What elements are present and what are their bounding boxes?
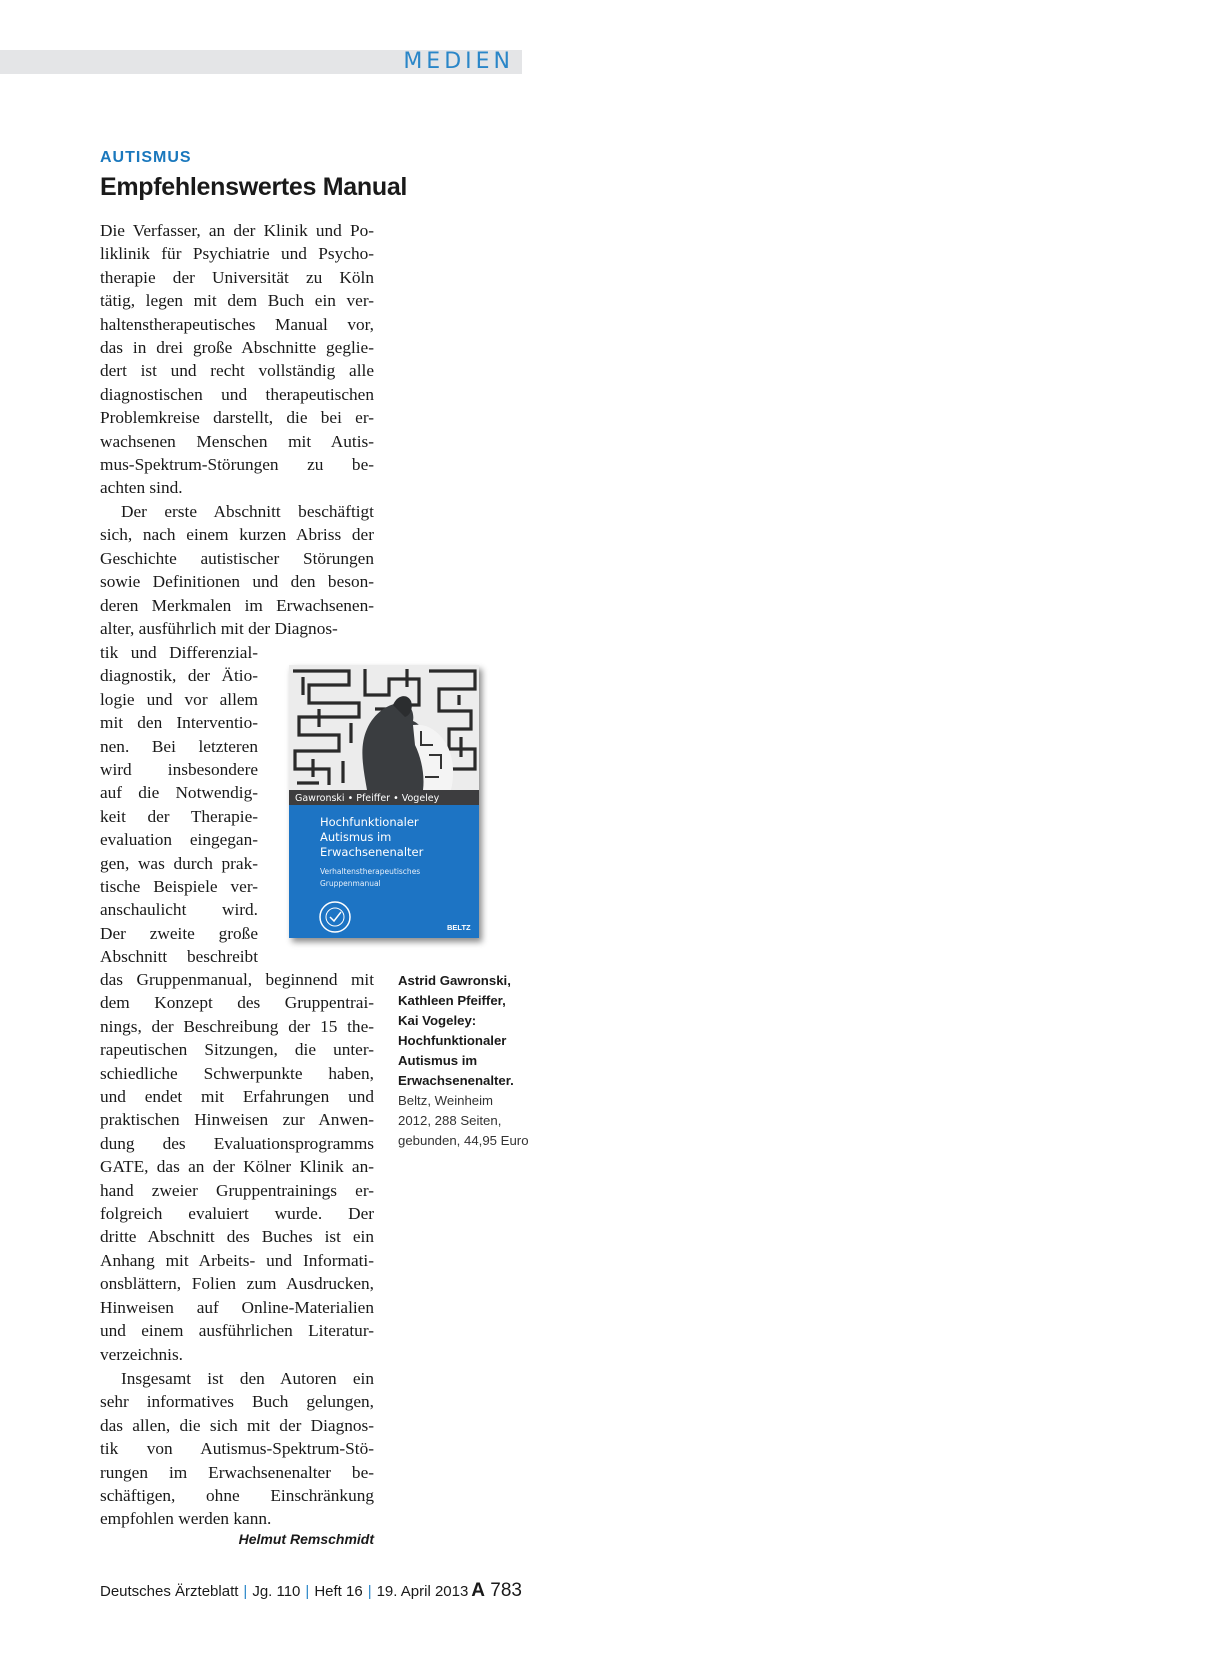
text-line: Anhang mit Arbeits- und Informati- xyxy=(100,1250,374,1270)
page-footer xyxy=(100,1580,522,1602)
text-line: nings, der Beschreibung der 15 the- xyxy=(100,1016,374,1036)
text-line: tik und Differenzial- xyxy=(100,643,258,662)
section-header-bar xyxy=(0,50,522,74)
cover-title-line: Autismus im xyxy=(320,830,392,844)
text-line: das Gruppenmanual, beginnend mit xyxy=(100,970,374,989)
caption-bold-line: Kathleen Pfeiffer, xyxy=(398,993,506,1008)
text-line: sich, nach einem kurzen Abriss der xyxy=(100,525,374,545)
text-line: schiedliche Schwerpunkte haben, xyxy=(100,1063,374,1083)
book-caption xyxy=(398,971,538,1151)
text-line: gen, was durch prak- xyxy=(100,853,258,873)
article-kicker: AUTISMUS xyxy=(100,149,192,166)
text-line: folgreich evaluiert wurde. Der xyxy=(100,1204,374,1224)
text-line: sehr informatives Buch gelungen, xyxy=(100,1392,374,1412)
article-headline: Empfehlenswertes Manual xyxy=(100,173,408,201)
paragraph-3 xyxy=(100,1367,374,1531)
text-line: rapeutischen Sitzungen, die unter- xyxy=(100,1040,374,1060)
cover-publisher: BELTZ xyxy=(447,923,471,932)
text-line: diagnostischen und therapeutischen xyxy=(100,384,374,404)
caption-bold-line: Kai Vogeley: xyxy=(398,1013,477,1028)
text-line: deren Merkmalen im Erwachsenen- xyxy=(100,595,374,615)
text-line: und einem ausführlichen Literatur- xyxy=(100,1321,374,1341)
footer-issue: Heft 16 xyxy=(314,1583,363,1600)
footer-separator: | xyxy=(243,1583,248,1600)
text-line: Der zweite große xyxy=(100,923,258,943)
text-line: wachsenen Menschen mit Autis- xyxy=(100,431,374,451)
text-line: tische Beispiele ver- xyxy=(100,877,258,897)
text-line: anschaulicht wird. xyxy=(100,900,258,920)
caption-bold-line: Autismus im xyxy=(398,1053,478,1068)
text-line: keit der Therapie- xyxy=(100,806,258,826)
footer-separator: | xyxy=(305,1583,310,1600)
text-line: Insgesamt ist den Autoren ein xyxy=(121,1369,374,1388)
text-line: das in drei große Abschnitte geglie- xyxy=(100,338,374,358)
paragraph-2-wide xyxy=(100,500,374,640)
cover-subtitle-line: Gruppenmanual xyxy=(320,879,381,888)
text-line: dert ist und recht vollständig alle xyxy=(100,361,374,381)
text-line: Der erste Abschnitt beschäftigt xyxy=(121,502,374,521)
text-line: mus-Spektrum-Störungen zu be- xyxy=(100,455,374,475)
text-line: Abschnitt beschreibt xyxy=(100,947,258,967)
page-number-value: 783 xyxy=(490,1580,522,1601)
text-line: verzeichnis. xyxy=(100,1344,184,1364)
text-line: GATE, das an der Kölner Klinik an- xyxy=(100,1157,374,1177)
text-line: schäftigen, ohne Einschränkung xyxy=(100,1486,374,1506)
text-line: empfohlen werden kann. xyxy=(100,1509,272,1529)
text-line: hand zweier Gruppentrainings er- xyxy=(100,1180,374,1200)
text-line: nen. Bei letzteren xyxy=(100,736,258,756)
cover-subtitle-line: Verhaltenstherapeutisches xyxy=(320,867,421,876)
text-line: onsblättern, Folien zum Ausdrucken, xyxy=(100,1274,374,1294)
text-line: das allen, die sich mit der Diagnos- xyxy=(100,1415,374,1435)
paragraph-2-narrow xyxy=(100,641,258,969)
page-number xyxy=(471,1580,522,1602)
caption-bold-line: Hochfunktionaler xyxy=(398,1033,507,1048)
text-line: Die Verfasser, an der Klinik und Po- xyxy=(100,221,374,240)
footer-separator: | xyxy=(367,1583,372,1600)
text-line: Problemkreise darstellt, die bei er- xyxy=(100,408,374,428)
text-line: praktischen Hinweisen zur Anwen- xyxy=(100,1110,374,1130)
section-label: MEDIEN xyxy=(403,49,514,74)
text-line: logie und vor allem xyxy=(100,689,258,709)
text-line: liklinik für Psychiatrie und Psycho- xyxy=(100,244,374,264)
cover-title-line: Erwachsenenalter xyxy=(320,845,424,859)
text-line: sowie Definitionen und den beson- xyxy=(100,572,374,592)
text-line: Geschichte autistischer Störungen xyxy=(100,548,374,568)
footer-journal: Deutsches Ärzteblatt xyxy=(100,1583,239,1600)
text-line: auf die Notwendig- xyxy=(100,783,258,803)
cover-authors: Gawronski • Pfeiffer • Vogeley xyxy=(295,793,440,804)
text-line: haltenstherapeutisches Manual vor, xyxy=(100,314,374,334)
text-line: therapie der Universität zu Köln xyxy=(100,267,374,287)
page-prefix: A xyxy=(471,1580,486,1601)
text-line: dung des Evaluationsprogramms xyxy=(100,1133,374,1153)
text-line: dritte Abschnitt des Buches ist ein xyxy=(100,1227,374,1247)
caption-bold-line: Astrid Gawronski, xyxy=(398,973,511,988)
caption-line: 2012, 288 Seiten, xyxy=(398,1113,502,1128)
author-signature: Helmut Remschmidt xyxy=(238,1531,374,1547)
text-line: diagnostik, der Ätio- xyxy=(100,666,258,686)
text-line: dem Konzept des Gruppentrai- xyxy=(100,993,374,1013)
text-line: und endet mit Erfahrungen und xyxy=(100,1087,374,1107)
text-line: rungen im Erwachsenenalter be- xyxy=(100,1462,374,1482)
footer-date: 19. April 2013 xyxy=(376,1583,469,1600)
cover-title-line: Hochfunktionaler xyxy=(320,815,419,829)
text-line: mit den Interventio- xyxy=(100,713,258,733)
text-line: achten sind. xyxy=(100,478,183,498)
caption-bold-line: Erwachsenenalter. xyxy=(398,1073,514,1088)
caption-line: gebunden, 44,95 Euro xyxy=(398,1133,529,1148)
book-cover xyxy=(289,665,479,938)
text-line: Hinweisen auf Online-Materialien xyxy=(100,1297,374,1317)
caption-line: Beltz, Weinheim xyxy=(398,1093,494,1108)
text-line: alter, ausführlich mit der Diagnos- xyxy=(100,619,338,639)
maze-pattern-image xyxy=(289,665,479,790)
text-line: tik von Autismus-Spektrum-Stö- xyxy=(100,1439,374,1459)
paragraph-1 xyxy=(100,219,374,500)
paragraph-2-rest xyxy=(100,968,374,1366)
footer-volume: Jg. 110 xyxy=(252,1583,301,1600)
text-line: tätig, legen mit dem Buch ein ver- xyxy=(100,291,374,311)
text-line: wird insbesondere xyxy=(100,760,258,780)
text-line: evaluation eingegan- xyxy=(100,830,258,850)
